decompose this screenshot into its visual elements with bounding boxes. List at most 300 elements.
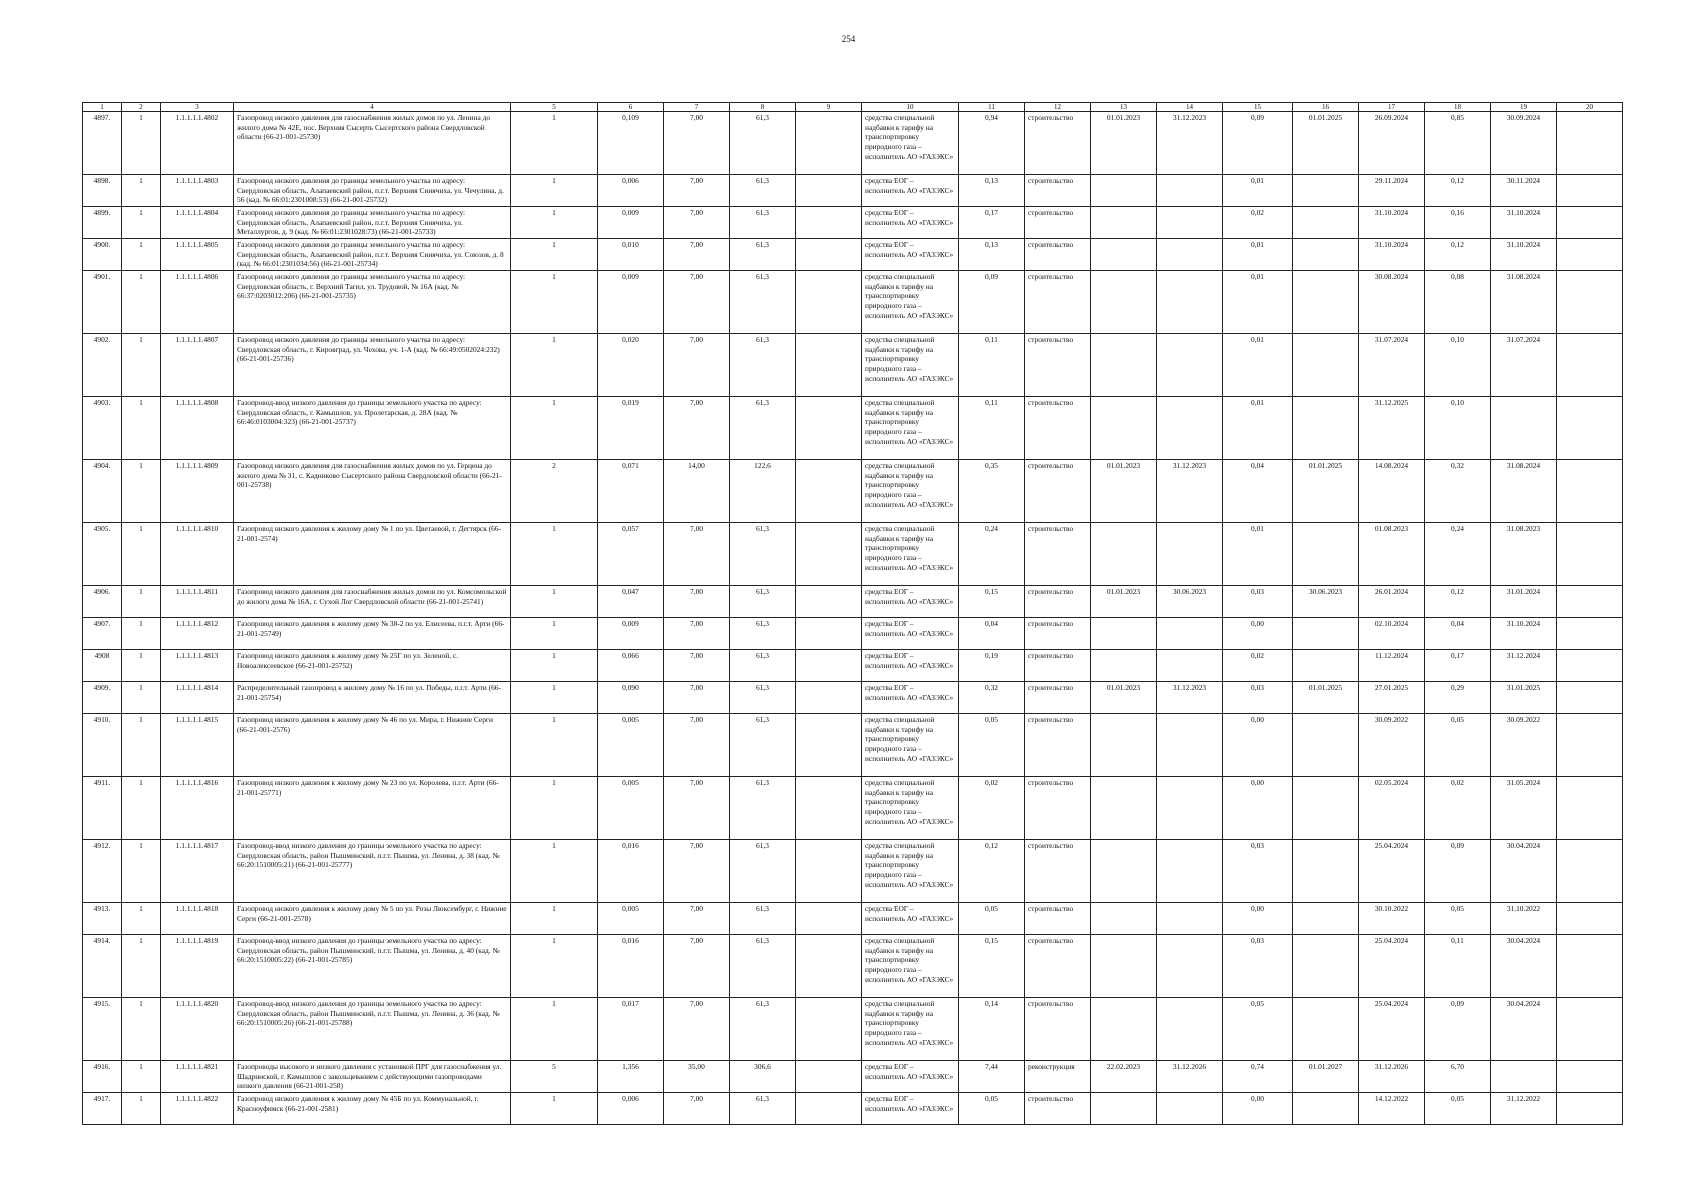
column-number-15: 15: [1223, 103, 1293, 112]
cell-7: 7,00: [664, 586, 730, 618]
cell-18: 0,09: [1425, 840, 1491, 903]
cell-19: 31.12.2022: [1491, 1093, 1557, 1125]
row-number: 4913.: [83, 903, 122, 935]
cell-5: 1: [511, 586, 598, 618]
table-row: [83, 112, 1623, 175]
cell-17: 30.10.2022: [1359, 903, 1425, 935]
cell-8: 61,3: [730, 1093, 796, 1125]
cell-11: 0,11: [959, 334, 1025, 397]
cell-16: [1293, 523, 1359, 586]
row-number: 4898.: [83, 175, 122, 207]
table-row: [83, 207, 1623, 239]
table-row: [83, 1093, 1623, 1125]
funding-source: средства специальной надбавки к тарифу на транспортировку природного газа – исполнитель АО «ГАЗЭКС»: [862, 840, 959, 903]
cell-5: 1: [511, 112, 598, 175]
row-number: 4904.: [83, 460, 122, 523]
cell-20: [1557, 903, 1623, 935]
work-type: строительство: [1025, 334, 1091, 397]
cell-9: [796, 586, 862, 618]
cell-14: 31.12.2023: [1157, 460, 1223, 523]
cell-5: 1: [511, 207, 598, 239]
row-number: 4906.: [83, 586, 122, 618]
column-number-10: 10: [862, 103, 959, 112]
cell-9: [796, 840, 862, 903]
cell-15: 0,02: [1223, 207, 1293, 239]
cell-19: 31.07.2024: [1491, 334, 1557, 397]
cell-2: 1: [122, 397, 161, 460]
cell-13: [1091, 239, 1157, 271]
project-name: Газопровод низкого давления к жилому дому № 5 по ул. Розы Люксембург, г. Нижние Серги (66-21-001-2578): [234, 903, 511, 935]
cell-17: 02.10.2024: [1359, 618, 1425, 650]
cell-19: 31.10.2024: [1491, 239, 1557, 271]
row-number: 4908: [83, 650, 122, 682]
cell-16: 01.01.2025: [1293, 112, 1359, 175]
table-row: [83, 175, 1623, 207]
table-row: [83, 586, 1623, 618]
cell-15: 0,01: [1223, 523, 1293, 586]
cell-8: 61,3: [730, 586, 796, 618]
cell-16: [1293, 271, 1359, 334]
cell-11: 0,19: [959, 650, 1025, 682]
funding-source: средства ЕОГ – исполнитель АО «ГАЗЭКС»: [862, 207, 959, 239]
work-type: строительство: [1025, 1093, 1091, 1125]
table-row: [83, 840, 1623, 903]
column-number-4: 4: [234, 103, 511, 112]
cell-18: 0,05: [1425, 714, 1491, 777]
cell-15: 0,01: [1223, 397, 1293, 460]
cell-8: 61,3: [730, 682, 796, 714]
cell-8: 61,3: [730, 175, 796, 207]
column-number-18: 18: [1425, 103, 1491, 112]
page-number: 254: [841, 34, 856, 44]
cell-20: [1557, 935, 1623, 998]
cell-18: 0,09: [1425, 998, 1491, 1061]
table-row: [83, 271, 1623, 334]
work-type: строительство: [1025, 650, 1091, 682]
project-code: 1.1.1.1.1.4813: [161, 650, 234, 682]
cell-13: [1091, 523, 1157, 586]
table-row: [83, 777, 1623, 840]
cell-2: 1: [122, 998, 161, 1061]
cell-19: 31.10.2022: [1491, 903, 1557, 935]
cell-18: 0,02: [1425, 777, 1491, 840]
cell-5: 1: [511, 175, 598, 207]
cell-6: 0,016: [598, 840, 664, 903]
cell-19: [1491, 397, 1557, 460]
cell-11: 0,11: [959, 397, 1025, 460]
work-type: строительство: [1025, 239, 1091, 271]
work-type: строительство: [1025, 112, 1091, 175]
cell-13: 01.01.2023: [1091, 586, 1157, 618]
cell-18: 0,05: [1425, 903, 1491, 935]
cell-16: [1293, 334, 1359, 397]
cell-19: 31.05.2024: [1491, 777, 1557, 840]
cell-20: [1557, 397, 1623, 460]
funding-source: средства специальной надбавки к тарифу на транспортировку природного газа – исполнитель АО «ГАЗЭКС»: [862, 998, 959, 1061]
cell-7: 7,00: [664, 397, 730, 460]
cell-2: 1: [122, 271, 161, 334]
cell-7: 7,00: [664, 207, 730, 239]
cell-20: [1557, 840, 1623, 903]
cell-13: [1091, 935, 1157, 998]
cell-6: 0,020: [598, 334, 664, 397]
cell-15: 0,09: [1223, 112, 1293, 175]
cell-8: 61,3: [730, 618, 796, 650]
cell-5: 1: [511, 682, 598, 714]
row-number: 4901.: [83, 271, 122, 334]
cell-14: [1157, 840, 1223, 903]
work-type: строительство: [1025, 175, 1091, 207]
cell-6: 0,017: [598, 998, 664, 1061]
table-row: [83, 998, 1623, 1061]
project-code: 1.1.1.1.1.4814: [161, 682, 234, 714]
column-number-16: 16: [1293, 103, 1359, 112]
cell-2: 1: [122, 682, 161, 714]
project-name: Газопровод низкого давления до границы земельного участка по адресу: Свердловская область, г. Кировград, ул. Чехова, уч. 1-А (кад. № 66:49:0502024:232) (66-21-001-25736): [234, 334, 511, 397]
cell-11: 0,04: [959, 618, 1025, 650]
cell-17: 26.01.2024: [1359, 586, 1425, 618]
cell-19: 31.08.2024: [1491, 271, 1557, 334]
cell-19: 30.04.2024: [1491, 998, 1557, 1061]
cell-7: 7,00: [664, 935, 730, 998]
cell-8: 61,3: [730, 397, 796, 460]
cell-9: [796, 935, 862, 998]
table-row: [83, 460, 1623, 523]
cell-9: [796, 650, 862, 682]
work-type: строительство: [1025, 998, 1091, 1061]
row-number: 4915.: [83, 998, 122, 1061]
cell-19: 30.09.2024: [1491, 112, 1557, 175]
cell-5: 1: [511, 397, 598, 460]
column-number-7: 7: [664, 103, 730, 112]
cell-16: [1293, 239, 1359, 271]
cell-16: [1293, 935, 1359, 998]
cell-14: [1157, 334, 1223, 397]
cell-15: 0,01: [1223, 271, 1293, 334]
project-code: 1.1.1.1.1.4802: [161, 112, 234, 175]
project-code: 1.1.1.1.1.4804: [161, 207, 234, 239]
cell-17: 31.12.2025: [1359, 397, 1425, 460]
cell-16: [1293, 618, 1359, 650]
investment-table: [82, 102, 1623, 1125]
cell-13: [1091, 397, 1157, 460]
cell-14: 31.12.2023: [1157, 112, 1223, 175]
cell-5: 1: [511, 777, 598, 840]
cell-15: 0,01: [1223, 334, 1293, 397]
cell-20: [1557, 334, 1623, 397]
cell-11: 0,13: [959, 239, 1025, 271]
cell-16: 30.06.2023: [1293, 586, 1359, 618]
cell-14: [1157, 998, 1223, 1061]
cell-20: [1557, 523, 1623, 586]
cell-16: 01.01.2025: [1293, 682, 1359, 714]
cell-9: [796, 682, 862, 714]
work-type: строительство: [1025, 618, 1091, 650]
cell-6: 0,010: [598, 239, 664, 271]
cell-2: 1: [122, 175, 161, 207]
project-code: 1.1.1.1.1.4810: [161, 523, 234, 586]
cell-9: [796, 523, 862, 586]
cell-7: 7,00: [664, 840, 730, 903]
cell-19: 31.08.2023: [1491, 523, 1557, 586]
cell-17: 30.09.2022: [1359, 714, 1425, 777]
funding-source: средства специальной надбавки к тарифу на транспортировку природного газа – исполнитель АО «ГАЗЭКС»: [862, 271, 959, 334]
cell-18: 0,24: [1425, 523, 1491, 586]
cell-2: 1: [122, 207, 161, 239]
funding-source: средства ЕОГ – исполнитель АО «ГАЗЭКС»: [862, 1093, 959, 1125]
project-name: Газопровод низкого давления к жилому дому № 46 по ул. Мира, г. Нижние Серги (66-21-001-2576): [234, 714, 511, 777]
cell-8: 61,3: [730, 840, 796, 903]
cell-9: [796, 1061, 862, 1093]
project-name: Газопровод низкого давления до границы земельного участка по адресу: Свердловская область, Алапаевский район, п.г.т. Верхняя Синячиха, ул. Союзов, д. 8 (кад. № 66:01:2301034:56) (66-21-001-25734): [234, 239, 511, 271]
project-code: 1.1.1.1.1.4805: [161, 239, 234, 271]
cell-6: 0,006: [598, 1093, 664, 1125]
cell-5: 1: [511, 840, 598, 903]
cell-9: [796, 271, 862, 334]
cell-19: 31.01.2024: [1491, 586, 1557, 618]
cell-11: 0,14: [959, 998, 1025, 1061]
work-type: строительство: [1025, 682, 1091, 714]
row-number: 4902.: [83, 334, 122, 397]
cell-20: [1557, 112, 1623, 175]
cell-20: [1557, 239, 1623, 271]
funding-source: средства ЕОГ – исполнитель АО «ГАЗЭКС»: [862, 618, 959, 650]
cell-9: [796, 777, 862, 840]
column-number-17: 17: [1359, 103, 1425, 112]
cell-16: 01.01.2025: [1293, 460, 1359, 523]
cell-7: 7,00: [664, 523, 730, 586]
cell-6: 1,356: [598, 1061, 664, 1093]
row-number: 4905.: [83, 523, 122, 586]
cell-8: 122,6: [730, 460, 796, 523]
cell-14: [1157, 271, 1223, 334]
cell-11: 0,13: [959, 175, 1025, 207]
cell-11: 0,35: [959, 460, 1025, 523]
cell-5: 1: [511, 523, 598, 586]
cell-16: [1293, 998, 1359, 1061]
cell-15: 0,00: [1223, 1093, 1293, 1125]
funding-source: средства специальной надбавки к тарифу на транспортировку природного газа – исполнитель АО «ГАЗЭКС»: [862, 523, 959, 586]
cell-15: 0,01: [1223, 239, 1293, 271]
project-code: 1.1.1.1.1.4808: [161, 397, 234, 460]
cell-17: 31.07.2024: [1359, 334, 1425, 397]
table-row: [83, 682, 1623, 714]
work-type: строительство: [1025, 207, 1091, 239]
cell-13: [1091, 998, 1157, 1061]
column-number-9: 9: [796, 103, 862, 112]
project-name: Газопроводы высокого и низкого давления с установкой ПРГ для газоснабжения ул. Шадринской, г. Камышлов с закольцеванием с действующими газопроводами низкого давления (66-21-001-258): [234, 1061, 511, 1093]
cell-13: [1091, 650, 1157, 682]
cell-16: [1293, 207, 1359, 239]
cell-16: [1293, 714, 1359, 777]
cell-6: 0,066: [598, 650, 664, 682]
cell-2: 1: [122, 1061, 161, 1093]
cell-9: [796, 112, 862, 175]
cell-5: 1: [511, 935, 598, 998]
cell-15: 0,01: [1223, 175, 1293, 207]
cell-7: 7,00: [664, 334, 730, 397]
cell-7: 7,00: [664, 271, 730, 334]
table-row: [83, 239, 1623, 271]
cell-15: 0,04: [1223, 460, 1293, 523]
funding-source: средства специальной надбавки к тарифу на транспортировку природного газа – исполнитель АО «ГАЗЭКС»: [862, 460, 959, 523]
cell-5: 2: [511, 460, 598, 523]
cell-18: 0,16: [1425, 207, 1491, 239]
cell-7: 7,00: [664, 239, 730, 271]
column-number-19: 19: [1491, 103, 1557, 112]
cell-17: 31.10.2024: [1359, 207, 1425, 239]
cell-2: 1: [122, 840, 161, 903]
cell-13: 01.01.2023: [1091, 112, 1157, 175]
work-type: строительство: [1025, 523, 1091, 586]
cell-6: 0,006: [598, 175, 664, 207]
project-name: Газопровод низкого давления к жилому дому № 38-2 по ул. Елисеева, п.г.т. Арти (66-21-001-25749): [234, 618, 511, 650]
column-number-12: 12: [1025, 103, 1091, 112]
cell-18: 0,05: [1425, 1093, 1491, 1125]
cell-18: 0,17: [1425, 650, 1491, 682]
cell-9: [796, 903, 862, 935]
cell-2: 1: [122, 112, 161, 175]
cell-8: 61,3: [730, 239, 796, 271]
cell-20: [1557, 682, 1623, 714]
column-number-5: 5: [511, 103, 598, 112]
table-row: [83, 397, 1623, 460]
project-name: Газопровод низкого давления к жилому дому № 23 по ул. Королева, п.г.т. Арти (66-21-001-25771): [234, 777, 511, 840]
cell-8: 61,3: [730, 935, 796, 998]
cell-17: 02.05.2024: [1359, 777, 1425, 840]
cell-19: 30.04.2024: [1491, 840, 1557, 903]
cell-5: 1: [511, 903, 598, 935]
cell-8: 61,3: [730, 777, 796, 840]
cell-8: 61,3: [730, 714, 796, 777]
cell-2: 1: [122, 1093, 161, 1125]
cell-6: 0,009: [598, 207, 664, 239]
cell-9: [796, 207, 862, 239]
cell-11: 0,24: [959, 523, 1025, 586]
cell-2: 1: [122, 618, 161, 650]
cell-19: 31.08.2024: [1491, 460, 1557, 523]
funding-source: средства ЕОГ – исполнитель АО «ГАЗЭКС»: [862, 682, 959, 714]
cell-20: [1557, 777, 1623, 840]
cell-11: 0,15: [959, 586, 1025, 618]
cell-16: [1293, 1093, 1359, 1125]
cell-9: [796, 460, 862, 523]
cell-14: [1157, 523, 1223, 586]
cell-14: 30.06.2023: [1157, 586, 1223, 618]
row-number: 4912.: [83, 840, 122, 903]
cell-6: 0,016: [598, 935, 664, 998]
table-row: [83, 714, 1623, 777]
cell-8: 61,3: [730, 207, 796, 239]
cell-15: 0,74: [1223, 1061, 1293, 1093]
cell-11: 0,17: [959, 207, 1025, 239]
cell-8: 61,3: [730, 650, 796, 682]
cell-11: 0,94: [959, 112, 1025, 175]
work-type: строительство: [1025, 397, 1091, 460]
cell-6: 0,057: [598, 523, 664, 586]
cell-19: 31.01.2025: [1491, 682, 1557, 714]
column-number-3: 3: [161, 103, 234, 112]
cell-13: 01.01.2023: [1091, 682, 1157, 714]
funding-source: средства ЕОГ – исполнитель АО «ГАЗЭКС»: [862, 903, 959, 935]
cell-20: [1557, 1093, 1623, 1125]
cell-14: [1157, 1093, 1223, 1125]
cell-17: 26.09.2024: [1359, 112, 1425, 175]
work-type: строительство: [1025, 714, 1091, 777]
funding-source: средства специальной надбавки к тарифу на транспортировку природного газа – исполнитель АО «ГАЗЭКС»: [862, 334, 959, 397]
cell-9: [796, 1093, 862, 1125]
project-code: 1.1.1.1.1.4821: [161, 1061, 234, 1093]
column-number-row: [83, 103, 1623, 112]
column-number-20: 20: [1557, 103, 1623, 112]
cell-6: 0,005: [598, 777, 664, 840]
cell-11: 0,05: [959, 903, 1025, 935]
cell-9: [796, 334, 862, 397]
cell-15: 0,03: [1223, 840, 1293, 903]
cell-13: [1091, 175, 1157, 207]
cell-11: 0,12: [959, 840, 1025, 903]
project-name: Газопровод низкого давления до границы земельного участка по адресу: Свердловская область, г. Верхний Тагил, ул. Трудовой, № 16А (кад. № 66:37:0203012:206) (66-21-001-25735): [234, 271, 511, 334]
project-name: Газопровод низкого давления к жилому дому № 1 по ул. Цветаевой, г. Дегтярск (66-21-001-2574): [234, 523, 511, 586]
cell-17: 01.08.2023: [1359, 523, 1425, 586]
cell-6: 0,071: [598, 460, 664, 523]
cell-7: 7,00: [664, 618, 730, 650]
column-number-6: 6: [598, 103, 664, 112]
cell-14: [1157, 714, 1223, 777]
project-name: Газопровод-ввод низкого давления до границы земельного участка по адресу: Свердловская область, район Пышминский, п.г.т. Пышма, ул. Ленина, д. 38 (кад. № 66:20:1510005:21) (66-21-001-25777): [234, 840, 511, 903]
row-number: 4903.: [83, 397, 122, 460]
row-number: 4900.: [83, 239, 122, 271]
cell-18: 0,29: [1425, 682, 1491, 714]
cell-11: 0,05: [959, 714, 1025, 777]
cell-9: [796, 714, 862, 777]
project-code: 1.1.1.1.1.4822: [161, 1093, 234, 1125]
cell-16: [1293, 840, 1359, 903]
cell-8: 306,6: [730, 1061, 796, 1093]
row-number: 4910.: [83, 714, 122, 777]
cell-20: [1557, 207, 1623, 239]
project-code: 1.1.1.1.1.4809: [161, 460, 234, 523]
work-type: строительство: [1025, 840, 1091, 903]
cell-15: 0,00: [1223, 714, 1293, 777]
cell-14: [1157, 618, 1223, 650]
cell-8: 61,3: [730, 334, 796, 397]
cell-2: 1: [122, 586, 161, 618]
cell-18: 0,11: [1425, 935, 1491, 998]
cell-7: 14,00: [664, 460, 730, 523]
work-type: строительство: [1025, 903, 1091, 935]
row-number: 4899.: [83, 207, 122, 239]
project-name: Газопровод низкого давления до границы земельного участка по адресу: Свердловская область, Алапаевский район, п.г.т. Верхняя Синячиха, ул. Чечулина, д. 56 (кад. № 66:01:2301008:53) (66-21-001-25732): [234, 175, 511, 207]
cell-5: 1: [511, 271, 598, 334]
row-number: 4909.: [83, 682, 122, 714]
project-code: 1.1.1.1.1.4803: [161, 175, 234, 207]
cell-6: 0,090: [598, 682, 664, 714]
cell-19: [1491, 1061, 1557, 1093]
cell-20: [1557, 175, 1623, 207]
cell-19: 31.10.2024: [1491, 207, 1557, 239]
cell-15: 0,03: [1223, 586, 1293, 618]
cell-7: 7,00: [664, 175, 730, 207]
funding-source: средства ЕОГ – исполнитель АО «ГАЗЭКС»: [862, 586, 959, 618]
cell-16: [1293, 397, 1359, 460]
cell-18: 0,08: [1425, 271, 1491, 334]
cell-14: [1157, 650, 1223, 682]
cell-11: 7,44: [959, 1061, 1025, 1093]
table-row: [83, 1061, 1623, 1093]
cell-15: 0,00: [1223, 618, 1293, 650]
cell-19: 30.11.2024: [1491, 175, 1557, 207]
